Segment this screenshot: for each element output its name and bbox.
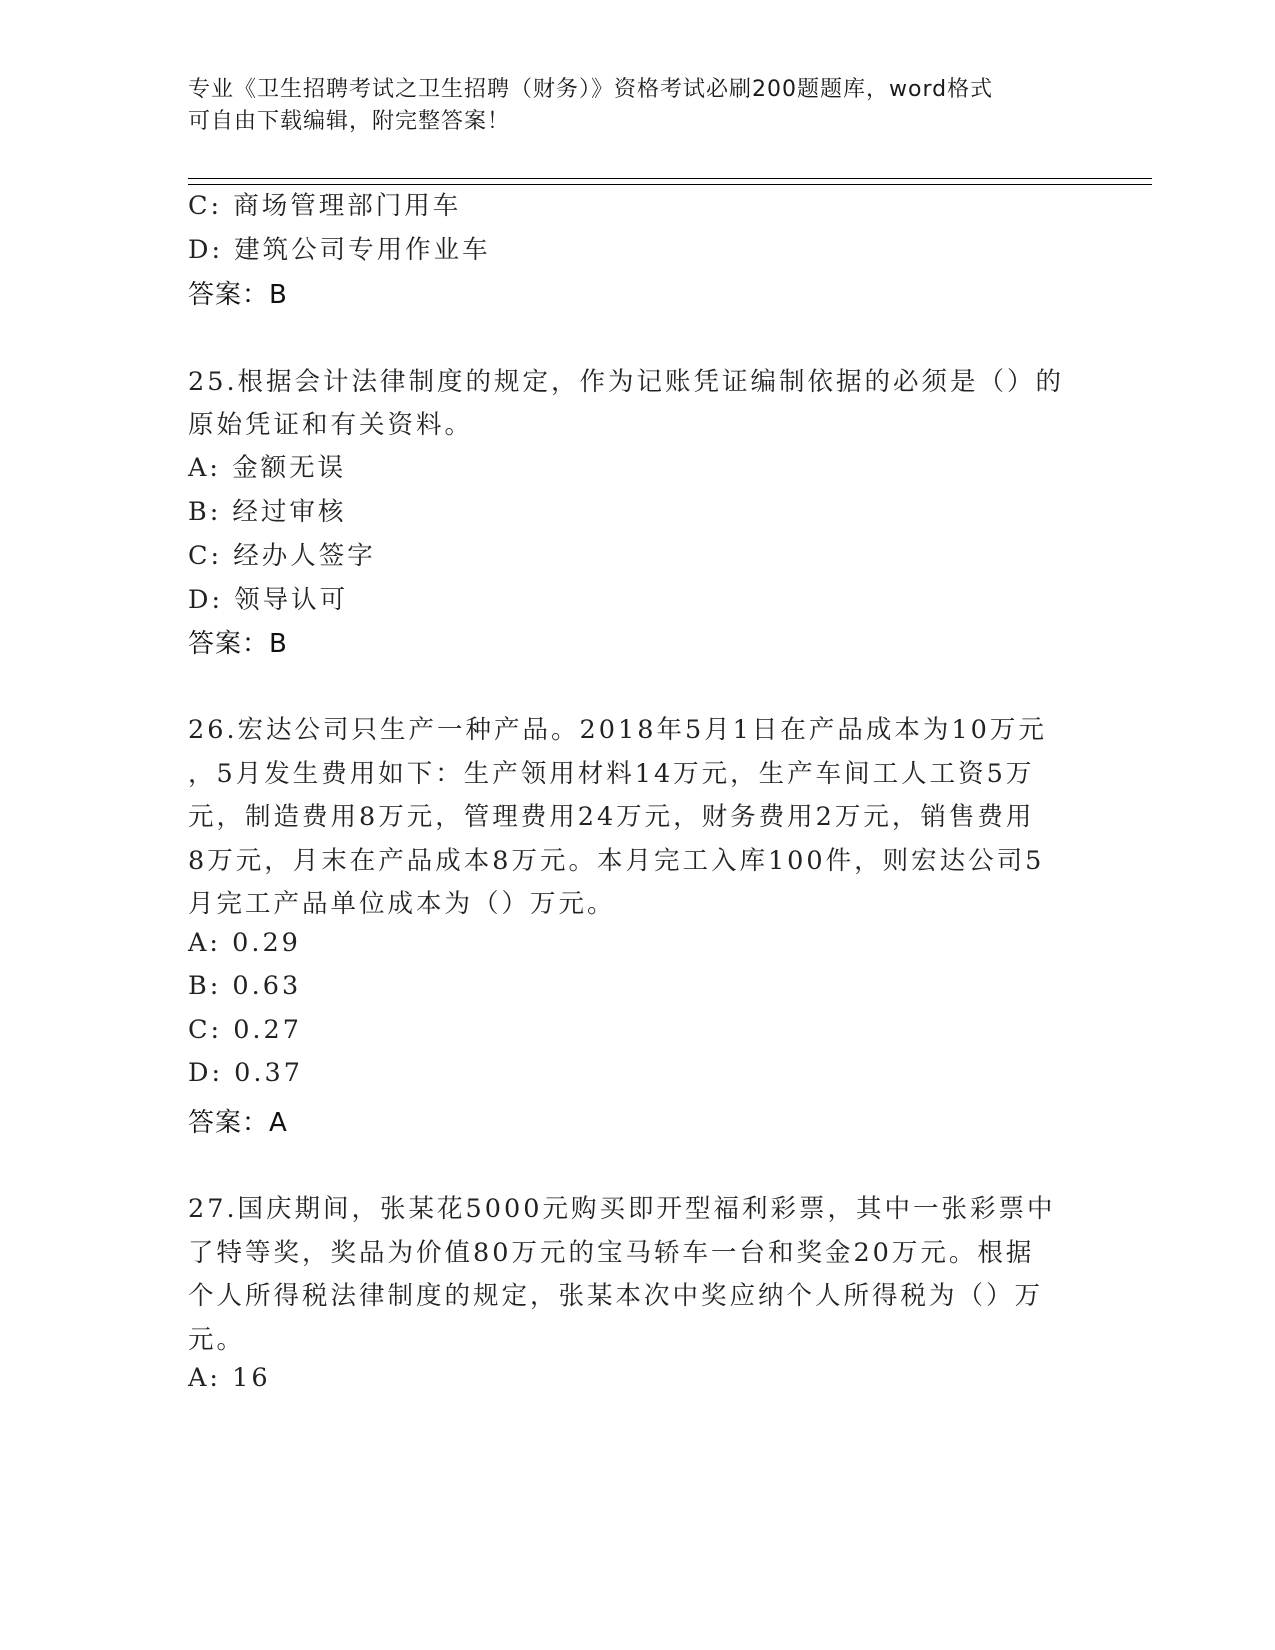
header-title-line2: 可自由下载编辑，附完整答案！ bbox=[188, 109, 511, 134]
q25-option-a: A: 金额无误 bbox=[188, 453, 347, 483]
q27-stem-line4: 元。 bbox=[188, 1325, 246, 1355]
q25-option-d: D: 领导认可 bbox=[188, 585, 349, 615]
q25-option-c: C: 经办人签字 bbox=[188, 541, 376, 571]
q25-stem-line2: 原始凭证和有关资料。 bbox=[188, 410, 474, 440]
q26-stem-line2: ，5月发生费用如下：生产领用材料14万元，生产车间工人工资5万 bbox=[188, 759, 1035, 789]
q26-stem-line1: 26.宏达公司只生产一种产品。2018年5月1日在产品成本为10万元 bbox=[188, 715, 1047, 745]
q26-answer: 答案：A bbox=[188, 1108, 288, 1138]
q25-stem-line1: 25.根据会计法律制度的规定，作为记账凭证编制依据的必须是（）的 bbox=[188, 367, 1065, 397]
q27-stem-line3: 个人所得税法律制度的规定，张某本次中奖应纳个人所得税为（）万 bbox=[188, 1281, 1044, 1311]
q24-answer: 答案：B bbox=[188, 280, 288, 310]
q24-option-c: C: 商场管理部门用车 bbox=[188, 191, 462, 221]
q25-option-b: B: 经过审核 bbox=[188, 497, 347, 527]
q26-stem-line5: 月完工产品单位成本为（）万元。 bbox=[188, 889, 616, 919]
q27-stem-line1: 27.国庆期间，张某花5000元购买即开型福利彩票，其中一张彩票中 bbox=[188, 1194, 1056, 1224]
page-header bbox=[188, 74, 1068, 138]
q27-stem-line2: 了特等奖，奖品为价值80万元的宝马轿车一台和奖金20万元。根据 bbox=[188, 1238, 1035, 1268]
q25-answer: 答案：B bbox=[188, 629, 288, 659]
header-divider-bottom bbox=[188, 184, 1152, 185]
q26-stem-line4: 8万元，月末在产品成本8万元。本月完工入库100件，则宏达公司5 bbox=[188, 846, 1045, 876]
q26-option-b: B: 0.63 bbox=[188, 971, 302, 1001]
header-divider-top bbox=[188, 178, 1152, 179]
q26-option-d: D: 0.37 bbox=[188, 1058, 303, 1088]
header-title-line1: 专业《卫生招聘考试之卫生招聘（财务）》资格考试必刷200题题库，word格式 bbox=[188, 77, 994, 102]
q26-option-a: A: 0.29 bbox=[188, 928, 301, 958]
q24-option-d: D: 建筑公司专用作业车 bbox=[188, 235, 491, 265]
q26-option-c: C: 0.27 bbox=[188, 1015, 302, 1045]
q26-stem-line3: 元，制造费用8万元，管理费用24万元，财务费用2万元，销售费用 bbox=[188, 802, 1035, 832]
q27-option-a: A: 16 bbox=[188, 1363, 271, 1393]
